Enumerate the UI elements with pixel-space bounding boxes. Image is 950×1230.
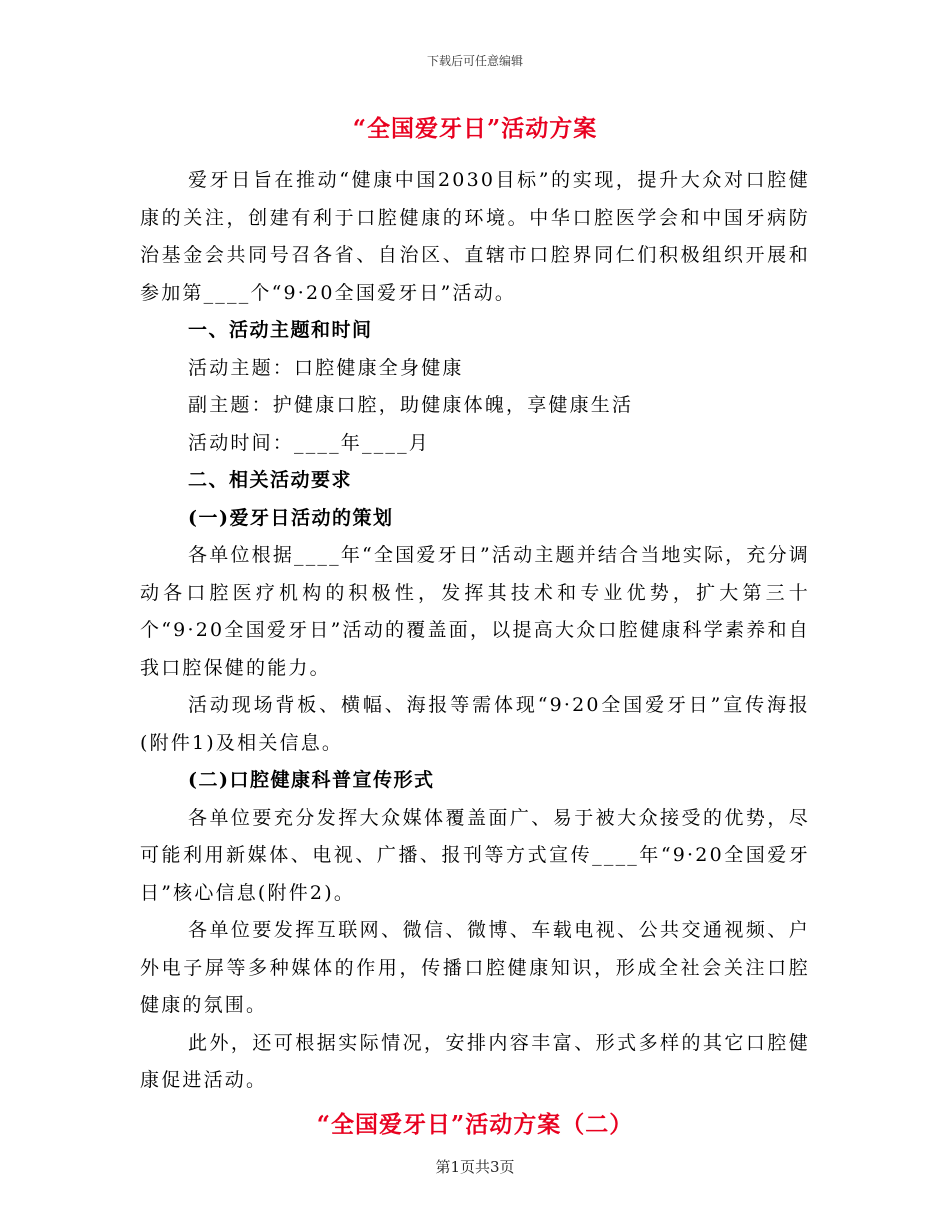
subsection2-heading: (二)口腔健康科普宣传形式 bbox=[188, 769, 435, 791]
second-document-title: “全国爱牙日”活动方案（二） bbox=[316, 1110, 634, 1138]
page-footer: 第1页共3页 bbox=[435, 1158, 515, 1176]
subsection1-paragraph-1: 各单位根据____年“全国爱牙日”活动主题并结合当地实际，充分调动各口腔医疗机构的积极性，发挥其技术和专业优势，扩大第三十个“9·20全国爱牙日”活动的覆盖面，以提高大众口腔健康科学素养和自我口腔保健的能力。 bbox=[140, 544, 810, 679]
activity-subtheme: 副主题：护健康口腔，助健康体魄，享健康生活 bbox=[188, 394, 634, 416]
document-body bbox=[140, 110, 810, 1144]
section2-heading: 二、相关活动要求 bbox=[188, 469, 353, 491]
subsection1-paragraph-2: 活动现场背板、横幅、海报等需体现“9·20全国爱牙日”宣传海报(附件1)及相关信息。 bbox=[140, 694, 810, 754]
subsection2-paragraph-1: 各单位要充分发挥大众媒体覆盖面广、易于被大众接受的优势，尽可能利用新媒体、电视、广播、报刊等方式宣传____年“9·20全国爱牙日”核心信息(附件2)。 bbox=[140, 806, 810, 904]
subsection1-heading: (一)爱牙日活动的策划 bbox=[188, 506, 394, 529]
activity-time: 活动时间：____年____月 bbox=[188, 431, 431, 454]
document-title: “全国爱牙日”活动方案 bbox=[352, 115, 598, 142]
section1-heading: 一、活动主题和时间 bbox=[188, 319, 373, 341]
activity-theme: 活动主题：口腔健康全身健康 bbox=[188, 356, 464, 379]
intro-paragraph: 爱牙日旨在推动“健康中国2030目标”的实现，提升大众对口腔健康的关注，创建有利于口腔健康的环境。中华口腔医学会和中国牙病防治基金会共同号召各省、自治区、直辖市口腔界同仁们积极组织开展和参加第____个“9·20全国爱牙日”活动。 bbox=[140, 169, 810, 304]
header-note: 下载后可任意编辑 bbox=[426, 54, 523, 68]
subsection2-paragraph-2: 各单位要发挥互联网、微信、微博、车载电视、公共交通视频、户外电子屏等多种媒体的作用，传播口腔健康知识，形成全社会关注口腔健康的氛围。 bbox=[140, 919, 810, 1016]
subsection2-paragraph-3: 此外，还可根据实际情况，安排内容丰富、形式多样的其它口腔健康促进活动。 bbox=[140, 1031, 810, 1091]
